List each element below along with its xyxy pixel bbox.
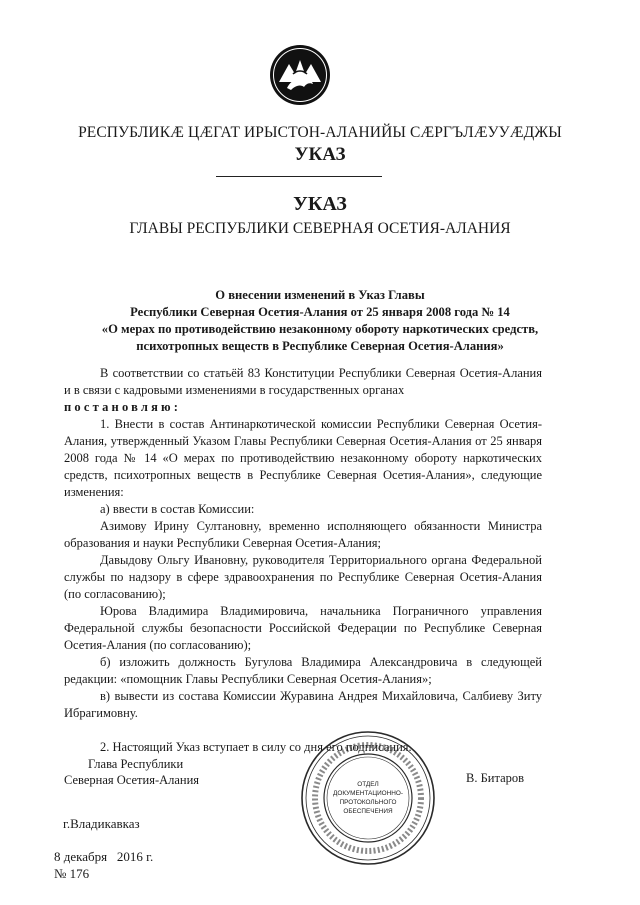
- issue-date: 8 декабря 2016 г.: [54, 849, 154, 864]
- signature-position-line1: Глава Республики: [88, 757, 184, 771]
- head-title: ГЛАВЫ РЕСПУБЛИКИ СЕВЕРНАЯ ОСЕТИЯ-АЛАНИЯ: [129, 220, 511, 237]
- seal-text: ОТДЕЛ: [357, 781, 379, 788]
- official-seal: [300, 730, 436, 866]
- seal-text: ОБЕСПЕЧЕНИЯ: [343, 808, 393, 815]
- subject-line: Республики Северная Осетия-Алания от 25 января 2008 года № 14: [130, 305, 510, 319]
- oss-title: РЕСПУБЛИКӔ ЦӔГАТ ИРЫСТОН-АЛАНИЙЫ СӔРГЪЛӔУУӔДЖЫ: [78, 124, 562, 141]
- intro-paragraph: В соответствии со статьёй 83 Конституции Республики Северная Осетия-Алания и в связи с кадровыми изменениями в государственных органах: [64, 366, 542, 397]
- subitem-a-3: Юрова Владимира Владимировича, начальника Пограничного управления Федеральной службы безопасности Российской Федерации по Республике Северная Осетия-Алания (по согласованию);: [64, 604, 542, 652]
- ukaz-title-ru: УКАЗ: [293, 193, 347, 215]
- ukaz-title-oss: УКАЗ: [294, 144, 346, 165]
- seal-text: ДОКУМЕНТАЦИОННО-: [333, 790, 403, 797]
- coat-of-arms-emblem: [269, 44, 331, 106]
- seal-text: ПРОТОКОЛЬНОГО: [339, 799, 397, 806]
- subitem-b: б) изложить должность Бугулова Владимира Александровича в следующей редакции: «помощник Главы Республики Северная Осетия-Алания»;: [64, 655, 542, 686]
- decree-subject: [0, 287, 640, 355]
- subject-line: О внесении изменений в Указ Главы: [215, 288, 425, 302]
- subject-line: психотропных веществ в Республике Северная Осетия-Алания»: [136, 339, 504, 353]
- subitem-a-2: Давыдову Ольгу Ивановну, руководителя Территориального органа Федеральной службы по надзору в сфере здравоохранения по Республике Северная Осетия-Алания (по согласованию);: [64, 553, 542, 601]
- signature-position-line2: Северная Осетия-Алания: [64, 773, 200, 787]
- subitem-a-1: Азимову Ирину Султановну, временно исполняющего обязанности Министра образования и науки Республики Северная Осетия-Алания;: [64, 519, 542, 550]
- header-divider: [216, 176, 382, 177]
- decree-body: [64, 365, 542, 756]
- issue-place: г.Владикавказ: [63, 816, 140, 831]
- item-1: 1. Внести в состав Антинаркотической комиссии Республики Северная Осетия-Алания, утвержденный Указом Главы Республики Северная Осетия-Алания от 25 января 2008 года № 14 «О мерах по противодействию незаконному обороту наркотических средств, психотропных веществ в Республике Северная Осетия-Алания», следующие изменения:: [64, 417, 542, 499]
- subitem-a: а) ввести в состав Комиссии:: [100, 502, 255, 516]
- subitem-c: в) вывести из состава Комиссии Журавина Андрея Михайловича, Салбиеву Зиту Ибрагимовну.: [64, 689, 542, 720]
- decree-number: № 176: [54, 866, 90, 881]
- subject-line: «О мерах по противодействию незаконному обороту наркотических средств,: [101, 322, 539, 336]
- item-2: 2. Настоящий Указ вступает в силу со дня его подписания.: [100, 740, 412, 754]
- decree-word: постановляю:: [64, 400, 182, 414]
- signature-name: В. Битаров: [466, 771, 525, 785]
